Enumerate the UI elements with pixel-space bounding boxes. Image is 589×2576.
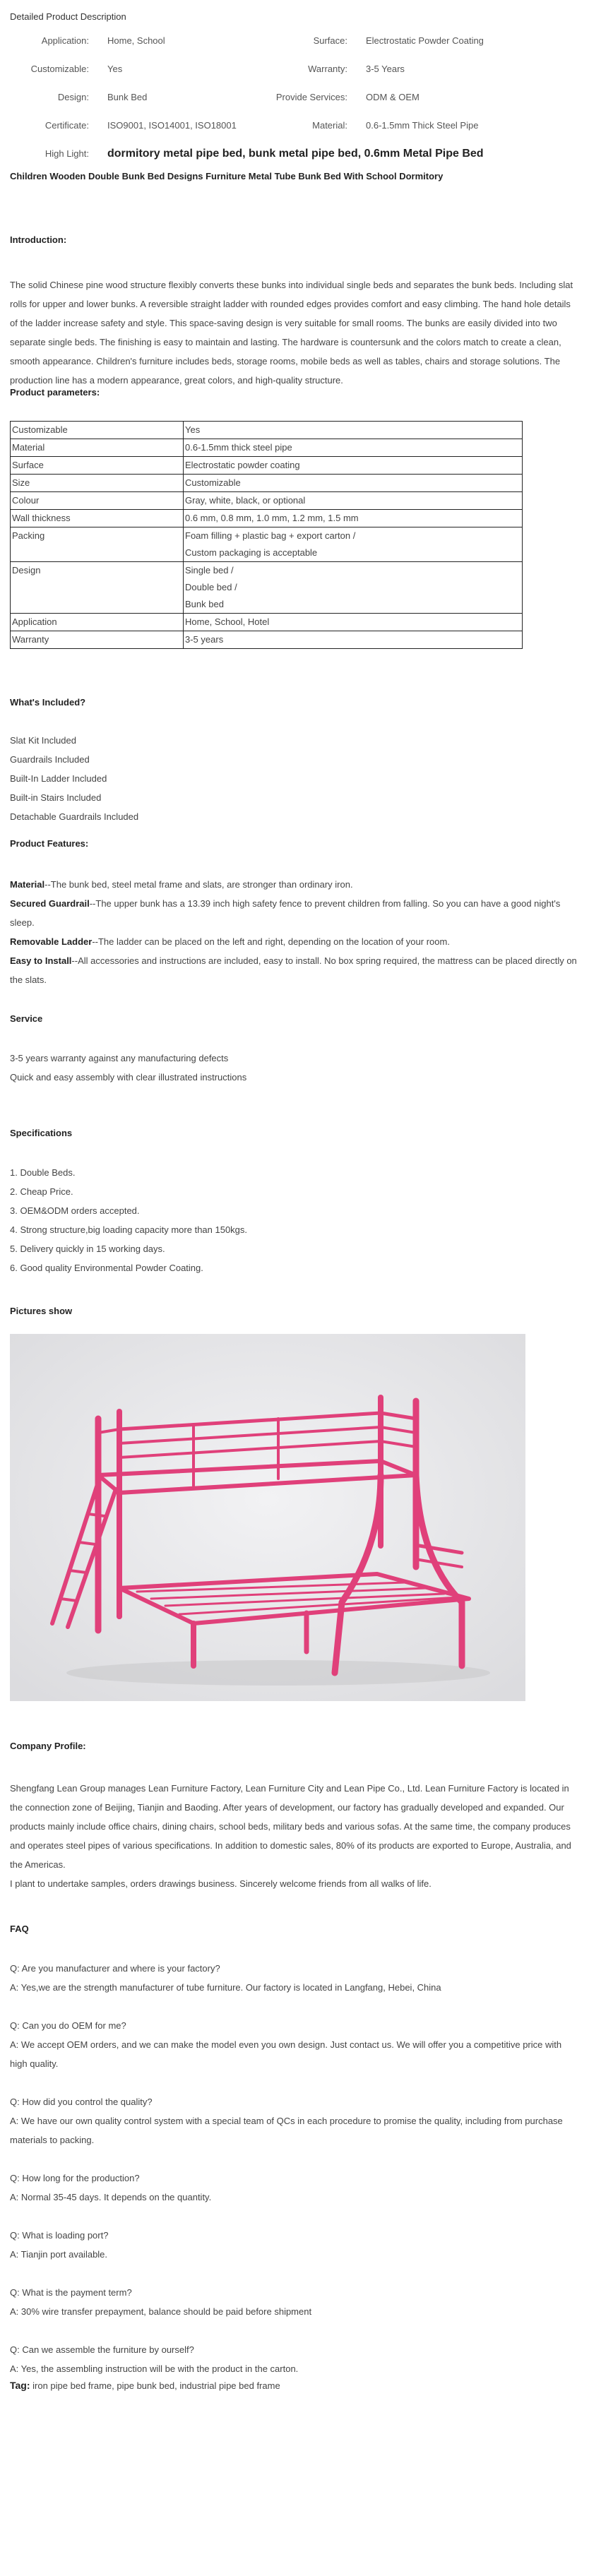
spec-label: Design: xyxy=(57,92,89,102)
faq-answer: A: We have our own quality control system with a special team of QCs in each procedure to promise the quality, including from purchase materials to packing. xyxy=(10,2116,563,2145)
faq-answer: A: Yes,we are the strength manufacturer of tube furniture. Our factory is located in Langfang, Hebei, China xyxy=(10,1982,441,1993)
spec-label: Customizable: xyxy=(30,64,89,74)
spec-label: Surface: xyxy=(313,35,347,46)
parameter-value xyxy=(184,562,523,614)
spec-label: Provide Services: xyxy=(275,92,347,102)
parameter-value xyxy=(184,614,523,631)
faq-answer: A: Normal 35-45 days. It depends on the quantity. xyxy=(10,2192,212,2202)
faq-item xyxy=(10,2092,579,2149)
detail-title: Detailed Product Description xyxy=(10,11,126,22)
spec-label: Certificate: xyxy=(44,120,89,131)
parameter-name: Material xyxy=(11,439,184,457)
parameter-value-line: 0.6-1.5mm thick steel pipe xyxy=(185,442,292,453)
product-title: Children Wooden Double Bunk Bed Designs Furniture Metal Tube Bunk Bed With School Dormitory xyxy=(10,171,444,181)
faq-item xyxy=(10,1959,579,1997)
faq-question: Q: What is loading port? xyxy=(10,2230,109,2241)
parameter-name: Application xyxy=(11,614,184,631)
parameter-value-line: Single bed / xyxy=(185,565,234,576)
faq-item xyxy=(10,2340,579,2378)
parameter-value xyxy=(184,439,523,457)
faq-question: Q: Can we assemble the furniture by ourself? xyxy=(10,2344,194,2355)
feature-item xyxy=(10,932,579,951)
faq-item xyxy=(10,2169,579,2207)
parameter-name: Warranty xyxy=(11,631,184,649)
parameter-value xyxy=(184,492,523,510)
faq-answer: A: 30% wire transfer prepayment, balance should be paid before shipment xyxy=(10,2306,312,2317)
faq-item xyxy=(10,2226,579,2264)
faq-list xyxy=(10,1959,579,2378)
parameter-value xyxy=(184,631,523,649)
introduction-text: The solid Chinese pine wood structure flexibly converts these bunks into individual single beds and separates the bunk beds. Including slat rolls for upper and lower bunks. A reversible straight ladder with rounded edges provides comfort and easy climbing. The hand hole details of the ladder increase safety and style. This space-saving design is very suitable for small rooms. The bunks are easily divided into two separate single beds. The finishing is easy to maintain and lasting. The hardware is countersunk and the colors match to create a clean, smooth appearance. Children's furniture includes beds, storage rooms, mobile beds as well as tables, chairs and storage solutions. The production line has a modern appearance, great colors, and high-quality structure. xyxy=(10,280,573,386)
specification-item: 3. OEM&ODM orders accepted. xyxy=(10,1205,140,1216)
feature-title: Secured Guardrail xyxy=(10,898,90,909)
specification-item: 6. Good quality Environmental Powder Coating. xyxy=(10,1263,203,1273)
feature-title: Removable Ladder xyxy=(10,936,93,947)
parameter-name: Colour xyxy=(11,492,184,510)
parameter-value-line: Bunk bed xyxy=(185,599,224,609)
specification-item: 1. Double Beds. xyxy=(10,1167,76,1178)
parameter-value xyxy=(184,510,523,527)
included-list xyxy=(10,731,579,838)
faq-heading: FAQ xyxy=(10,1924,29,1934)
feature-title: Easy to Install xyxy=(10,955,72,966)
parameter-row xyxy=(11,439,523,457)
spec-value: ISO9001, ISO14001, ISO18001 xyxy=(107,120,237,131)
highlight-label: High Light: xyxy=(44,148,89,159)
tag-link[interactable]: industrial pipe bed frame xyxy=(179,2380,280,2391)
parameter-row xyxy=(11,422,523,439)
included-item: Built-in Stairs Included xyxy=(10,792,102,803)
feature-text: --The upper bunk has a 13.39 inch high safety fence to prevent children from falling. So you can have a good night's sleep. xyxy=(10,898,561,928)
feature-text: --All accessories and instructions are included, easy to install. No box spring required, the mattress can be placed directly on the slats. xyxy=(10,955,577,985)
feature-item xyxy=(10,951,579,989)
parameter-value xyxy=(184,457,523,475)
bunk-bed-illustration xyxy=(10,1334,525,1701)
tag-link[interactable]: iron pipe bed frame xyxy=(32,2380,112,2391)
spec-value: ODM & OEM xyxy=(366,92,420,102)
spec-value: Yes xyxy=(107,64,123,74)
parameter-name: Surface xyxy=(11,457,184,475)
faq-answer: A: Yes, the assembling instruction will be with the product in the carton. xyxy=(10,2363,299,2374)
parameter-name: Packing xyxy=(11,527,184,562)
parameter-name: Design xyxy=(11,562,184,614)
service-item: 3-5 years warranty against any manufacturing defects xyxy=(10,1053,229,1063)
parameter-row xyxy=(11,527,523,562)
spec-label: Warranty: xyxy=(308,64,347,74)
parameter-row xyxy=(11,475,523,492)
feature-text: --The ladder can be placed on the left and right, depending on the location of your room. xyxy=(92,936,450,947)
included-item: Guardrails Included xyxy=(10,754,90,765)
included-item: Slat Kit Included xyxy=(10,735,76,746)
parameters-table xyxy=(10,421,523,649)
company-text: Shengfang Lean Group manages Lean Furniture Factory, Lean Furniture City and Lean Pipe Co., Ltd. Lean Furniture Factory is located in the connection zone of Beijing, Tianjin and Baoding. After years of development, our factory has gradually developed and expanded. Our products mainly include office chairs, dining chairs, school beds, military beds and various sofas. At the same time, the company produces and operates steel pipes of various specifications. In addition to domestic sales, 80% of its products are exported to Europe, Australia, and the Americas. xyxy=(10,1783,571,1870)
included-heading: What's Included? xyxy=(10,697,86,708)
parameter-value xyxy=(184,422,523,439)
specifications-list xyxy=(10,1163,579,1306)
parameter-row xyxy=(11,562,523,614)
spec-label: Material: xyxy=(312,120,347,131)
faq-question: Q: Are you manufacturer and where is your factory? xyxy=(10,1963,220,1974)
introduction-heading: Introduction: xyxy=(10,234,67,245)
included-item: Built-In Ladder Included xyxy=(10,773,107,784)
company-text-2: I plant to undertake samples, orders drawings business. Sincerely welcome friends from all walks of life. xyxy=(10,1878,432,1889)
feature-text: --The bunk bed, steel metal frame and slats, are stronger than ordinary iron. xyxy=(44,879,353,890)
parameter-row xyxy=(11,510,523,527)
parameter-row xyxy=(11,631,523,649)
parameter-value xyxy=(184,475,523,492)
tag-list: iron pipe bed frame, pipe bunk bed, industrial pipe bed frame xyxy=(32,2380,280,2391)
included-item: Detachable Guardrails Included xyxy=(10,811,139,822)
parameter-value-line: Home, School, Hotel xyxy=(185,616,270,627)
parameter-value-line: Customizable xyxy=(185,477,241,488)
spec-value: 3-5 Years xyxy=(366,64,405,74)
parameter-value-line: Custom packaging is acceptable xyxy=(185,547,318,558)
parameter-value-line: Electrostatic powder coating xyxy=(185,460,300,470)
service-item: Quick and easy assembly with clear illustrated instructions xyxy=(10,1072,247,1083)
parameter-value xyxy=(184,527,523,562)
parameter-value-line: 0.6 mm, 0.8 mm, 1.0 mm, 1.2 mm, 1.5 mm xyxy=(185,513,359,523)
feature-item xyxy=(10,894,579,932)
faq-question: Q: Can you do OEM for me? xyxy=(10,2020,126,2031)
highlight-value: dormitory metal pipe bed, bunk metal pipe bed, 0.6mm Metal Pipe Bed xyxy=(107,148,484,160)
bunk-bed-photo xyxy=(10,1334,525,1701)
spec-label: Application: xyxy=(41,35,89,46)
faq-question: Q: How long for the production? xyxy=(10,2173,140,2183)
parameter-value-line: Double bed / xyxy=(185,582,237,592)
feature-item xyxy=(10,875,579,894)
features-heading: Product Features: xyxy=(10,838,89,849)
parameter-name: Size xyxy=(11,475,184,492)
company-heading: Company Profile: xyxy=(10,1741,86,1751)
faq-question: Q: What is the payment term? xyxy=(10,2287,132,2298)
service-heading: Service xyxy=(10,1013,43,1024)
specification-item: 5. Delivery quickly in 15 working days. xyxy=(10,1244,165,1254)
tag-label: Tag: xyxy=(10,2380,30,2391)
parameter-value-line: Foam filling + plastic bag + export carton / xyxy=(185,530,356,541)
spec-value: 0.6-1.5mm Thick Steel Pipe xyxy=(366,120,479,131)
features-list xyxy=(10,875,579,1013)
parameter-name: Customizable xyxy=(11,422,184,439)
faq-item xyxy=(10,2016,579,2073)
parameter-name: Wall thickness xyxy=(11,510,184,527)
specification-item: 4. Strong structure,big loading capacity more than 150kgs. xyxy=(10,1224,248,1235)
faq-answer: A: We accept OEM orders, and we can make the model even you own design. Just contact us. We will offer you a competitive price with high quality. xyxy=(10,2039,562,2069)
faq-question: Q: How did you control the quality? xyxy=(10,2097,153,2107)
specifications-heading: Specifications xyxy=(10,1128,73,1138)
faq-item xyxy=(10,2283,579,2321)
parameter-row xyxy=(11,614,523,631)
faq-answer: A: Tianjin port available. xyxy=(10,2249,108,2260)
feature-title: Material xyxy=(10,879,45,890)
tag-line xyxy=(10,2380,579,2391)
specification-item: 2. Cheap Price. xyxy=(10,1186,73,1197)
parameter-row xyxy=(11,457,523,475)
pictures-heading: Pictures show xyxy=(10,1306,73,1316)
tag-link[interactable]: pipe bunk bed xyxy=(117,2380,175,2391)
parameter-value-line: Yes xyxy=(185,424,201,435)
parameter-row xyxy=(11,492,523,510)
service-list xyxy=(10,1049,579,1128)
parameters-heading: Product parameters: xyxy=(10,387,100,398)
spec-value: Electrostatic Powder Coating xyxy=(366,35,484,46)
parameter-value-line: 3-5 years xyxy=(185,634,224,645)
spec-value: Home, School xyxy=(107,35,165,46)
spec-value: Bunk Bed xyxy=(107,92,148,102)
spec-grid xyxy=(10,27,579,168)
parameter-value-line: Gray, white, black, or optional xyxy=(185,495,306,506)
